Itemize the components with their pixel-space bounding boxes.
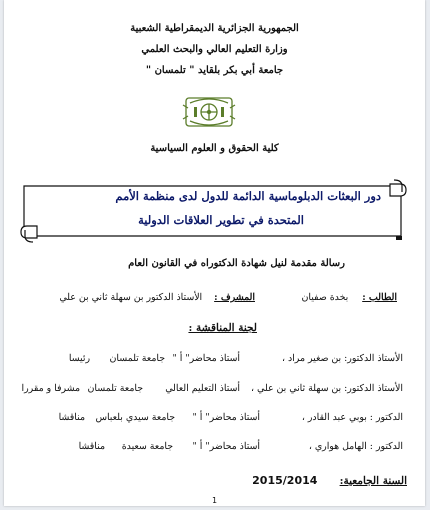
student-name: بخدة صفيان xyxy=(301,292,349,303)
committee-member-name: الأستاذ الدكتور: بن سهلة ثاني بن علي ، xyxy=(251,383,403,394)
committee-member-role: مشرفا و مقررا xyxy=(21,383,80,394)
committee-member-rank: أستاذ محاضر" أ " xyxy=(172,353,240,364)
faculty-line: كلية الحقوق و العلوم السياسية xyxy=(150,143,279,154)
committee-member-role: مناقشا xyxy=(78,441,105,452)
committee-member-name: الدكتور : بوبي عبد القادر ، xyxy=(301,412,403,423)
supervisor-block xyxy=(59,292,255,303)
committee-member-rank: أستاذ محاضر" أ " xyxy=(192,412,260,423)
page-number: 1 xyxy=(211,496,218,505)
supervisor-label: المشرف : xyxy=(214,292,255,303)
academic-year-label: السنة الجامعية: xyxy=(339,475,407,487)
document-page xyxy=(4,0,425,506)
committee-member-role: مناقشا xyxy=(58,412,85,423)
thesis-title-line-1: دور البعثات الدبلوماسية الدائمة للدول لدى منظمة الأمم xyxy=(115,189,381,203)
committee-member-institution: جامعة سعيدة xyxy=(121,441,173,452)
thesis-title-line-2: المتحدة في تطوير العلاقات الدولية xyxy=(138,213,304,227)
committee-member-institution: جامعة سيدي بلعباس xyxy=(95,412,175,423)
committee-member-rank: أستاذ التعليم العالي xyxy=(165,383,240,394)
republic-line: الجمهورية الجزائرية الديمقراطية الشعبية xyxy=(130,23,299,34)
committee-member-name: الأستاذ الدكتور: بن صغير مراد ، xyxy=(281,353,403,364)
committee-member-institution: جامعة تلمسان xyxy=(87,383,143,394)
title-scroll-banner xyxy=(18,178,409,246)
committee-heading: لجنة المناقشة : xyxy=(188,322,257,334)
ministry-line: وزارة التعليم العالي والبحث العلمي xyxy=(141,44,288,55)
committee-member-rank: أستاذ محاضر" أ " xyxy=(192,441,260,452)
student-block xyxy=(301,292,397,303)
university-line: جامعة أبي بكر بلقايد " تلمسان " xyxy=(145,65,284,76)
committee-member-role: رئيسا xyxy=(68,353,90,364)
committee-member-institution: جامعة تلمسان xyxy=(109,353,165,364)
academic-year-block xyxy=(252,469,407,488)
student-label: الطالب : xyxy=(362,292,397,303)
academic-year-value: 2015/2014 xyxy=(252,474,318,487)
supervisor-name: الأستاذ الدكتور بن سهلة ثاني بن علي xyxy=(59,292,203,303)
university-emblem-icon xyxy=(180,95,238,129)
committee-member-name: الدكتور : الهامل هواري ، xyxy=(308,441,403,452)
thesis-note: رسالة مقدمة لنيل شهادة الدكتوراه في القانون العام xyxy=(128,258,345,269)
